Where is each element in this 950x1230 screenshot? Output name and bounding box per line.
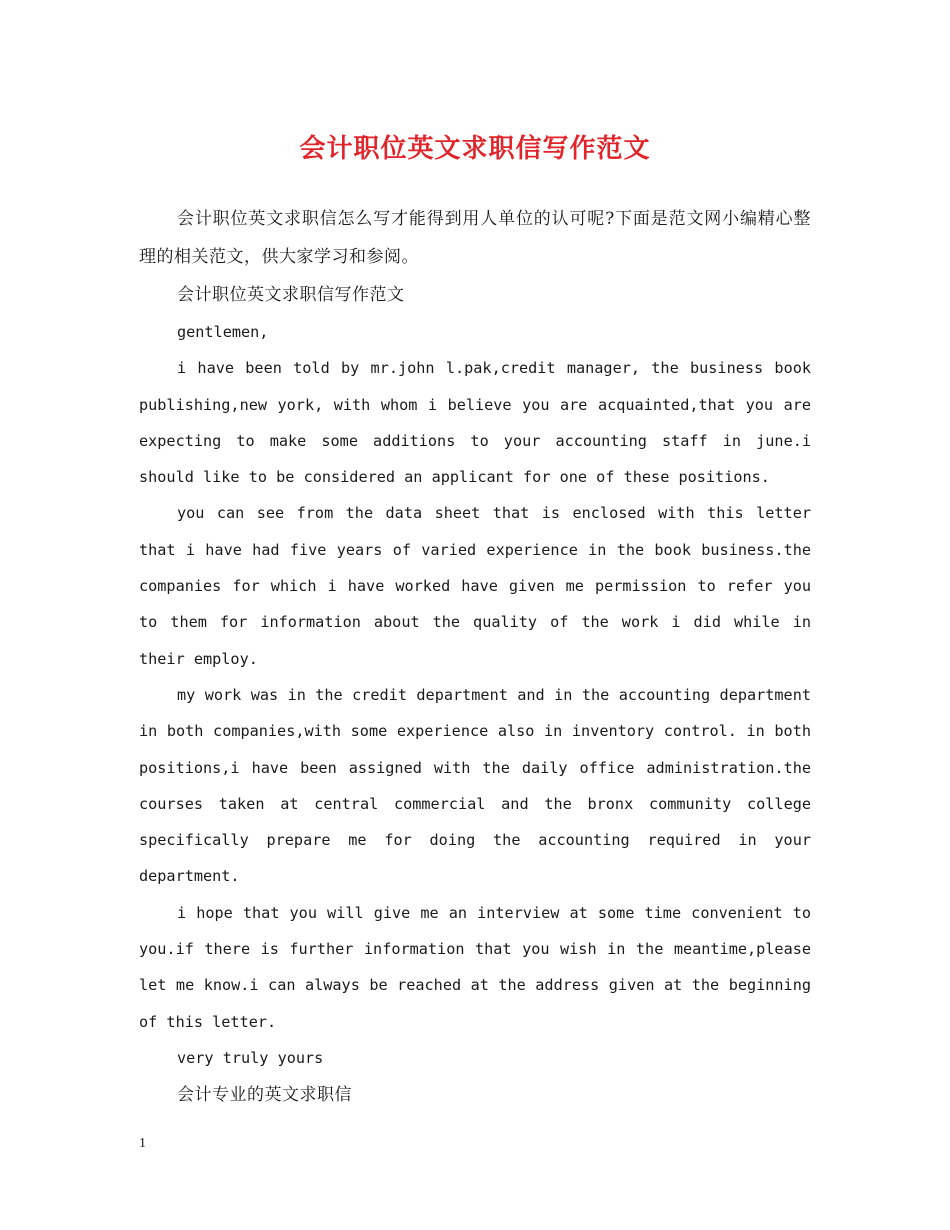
document-title: 会计职位英文求职信写作范文 (299, 134, 651, 164)
letter-paragraph-4: i hope that you will give me an interview at some time convenient to you.if there is further information that you wish in the meantime,please let me know.i can always be reached at the address given at the beginning of this letter. (139, 903, 811, 1031)
letter-paragraph-1: i have been told by mr.john l.pak,credit manager, the business book publishing,new york, with whom i believe you are acquainted,that you are expecting to make some additions to your accounting staff in june.i should like to be considered an applicant for one of these positions. (139, 359, 811, 487)
document-body (139, 200, 811, 1114)
intro-paragraph: 会计职位英文求职信怎么写才能得到用人单位的认可呢?下面是范文网小编精心整理的相关范文，供大家学习和参阅。 (139, 209, 811, 267)
next-section-heading: 会计专业的英文求职信 (177, 1085, 352, 1106)
section-heading: 会计职位英文求职信写作范文 (177, 285, 405, 305)
letter-closing: very truly yours (177, 1048, 324, 1067)
page-number: 1 (139, 1136, 146, 1151)
letter-salutation: gentlemen, (177, 323, 269, 341)
letter-paragraph-3: my work was in the credit department and in the accounting department in both companies,with some experience also in inventory control. in both positions,i have been assigned with the daily office administration.the courses taken at central commercial and the bronx community college specifically prepare me for doing the accounting required in your department. (139, 685, 811, 886)
letter-paragraph-2: you can see from the data sheet that is enclosed with this letter that i have had five years of varied experience in the book business.the companies for which i have worked have given me permission to refer you to them for information about the quality of the work i did while in their employ. (139, 504, 811, 668)
